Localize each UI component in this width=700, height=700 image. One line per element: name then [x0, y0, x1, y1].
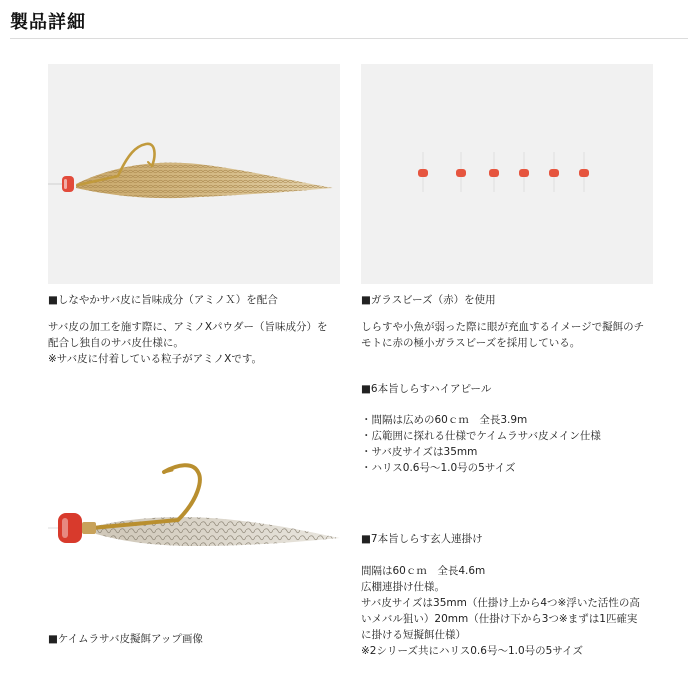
spec-item: ・ハリス0.6号～1.0号の5サイズ [361, 462, 516, 474]
spec-line: ※2シリーズ共にハリス0.6号～1.0号の5サイズ [361, 645, 583, 657]
spec-line: いメバル狙い）20mm（仕掛け下から3つ※まずは1匹確実 [361, 613, 638, 625]
product-specs-6 [361, 412, 601, 476]
bead [418, 169, 428, 177]
closeup-photo [48, 450, 340, 625]
page-title: 製品詳細 [10, 12, 86, 33]
lure-photo [48, 64, 340, 284]
text-line: しらすや小魚が弱った際に眼が充血するイメージで擬餌のチ [361, 321, 645, 333]
spec-item: ・広範囲に探れる仕様でケイムラサバ皮メイン仕様 [361, 430, 601, 442]
title-divider [10, 38, 688, 39]
text-line: ※サバ皮に付着している粒子がアミノXです。 [48, 353, 263, 365]
feature-description-amino [48, 319, 327, 367]
spec-item: ・サバ皮サイズは35mm [361, 446, 478, 458]
feature-heading-amino: ■しなやかサバ皮に旨味成分（アミノＸ）を配合 [48, 294, 278, 306]
product-heading-6: ■6本旨しらすハイアピール [361, 383, 492, 395]
bead [489, 169, 499, 177]
spec-item: ・間隔は広めの60ｃｍ 全長3.9m [361, 414, 528, 426]
product-specs-7 [361, 563, 640, 659]
bead [549, 169, 559, 177]
text-line: サバ皮の加工を施す際に、アミノXパウダー（旨味成分）を [48, 321, 328, 333]
bead [456, 169, 466, 177]
text-line: 配合し独自のサバ皮仕様に。 [48, 337, 184, 349]
text-line: モトに赤の極小ガラスビーズを採用している。 [361, 337, 581, 349]
feature-description-beads [361, 319, 644, 351]
closeup-caption: ■ケイムラサバ皮擬餌アップ画像 [48, 633, 203, 645]
spec-line: 広棚連掛け仕様。 [361, 581, 445, 593]
red-bead [62, 176, 74, 192]
feature-heading-beads: ■ガラスビーズ（赤）を使用 [361, 294, 496, 306]
product-heading-7: ■7本旨しらす玄人連掛け [361, 533, 483, 545]
spec-line: サバ皮サイズは35mm（仕掛け上から4つ※浮いた活性の高 [361, 597, 640, 609]
bead [519, 169, 529, 177]
red-bead [58, 513, 82, 543]
spec-line: に掛ける短擬餌仕様） [361, 629, 466, 641]
spec-line: 間隔は60ｃｍ 全長4.6m [361, 565, 486, 577]
beads-photo [361, 64, 653, 284]
bead [579, 169, 589, 177]
